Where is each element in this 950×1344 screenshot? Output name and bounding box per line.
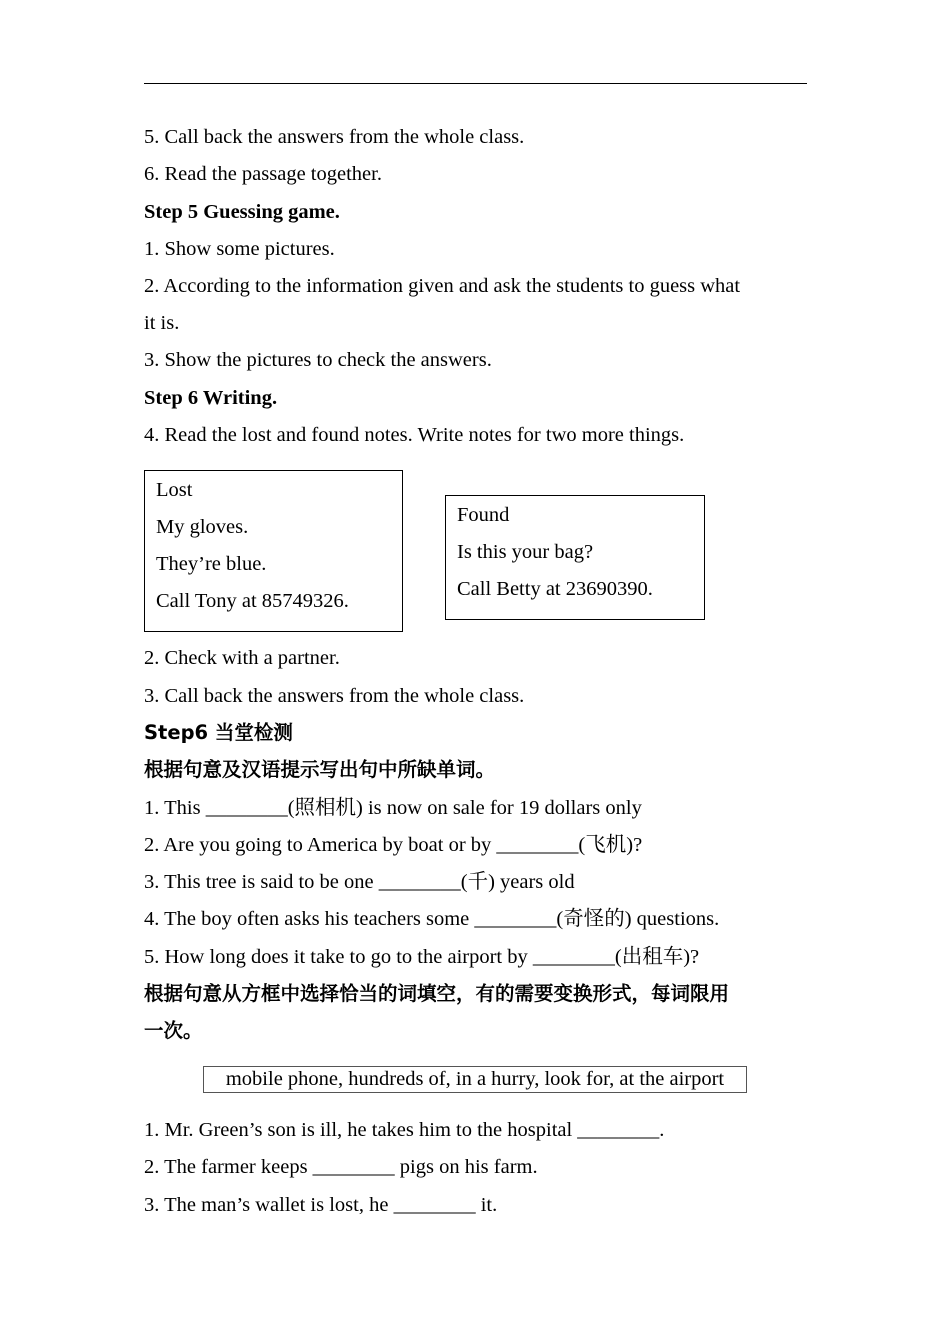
lost-note-line: My gloves. bbox=[156, 516, 249, 538]
list-item: 3. Call back the answers from the whole class. bbox=[144, 685, 525, 707]
step5-heading: Step 5 Guessing game. bbox=[144, 201, 340, 223]
lost-note-line: Call Tony at 85749326. bbox=[156, 590, 349, 612]
exercise-item: 1. This ________(照相机) is now on sale for 19 dollars only bbox=[144, 797, 642, 819]
lost-note-line: Lost bbox=[156, 479, 193, 501]
exercise-item: 3. The man’s wallet is lost, he ________ it. bbox=[144, 1194, 498, 1216]
found-note-line: Found bbox=[457, 504, 510, 526]
quiz-heading: Step6 当堂检测 bbox=[144, 721, 293, 744]
exercise-item: 2. The farmer keeps ________ pigs on his farm. bbox=[144, 1156, 538, 1178]
word-bank-box: mobile phone, hundreds of, in a hurry, look for, at the airport bbox=[203, 1066, 747, 1093]
found-note-line: Is this your bag? bbox=[457, 541, 594, 563]
list-item: 1. Show some pictures. bbox=[144, 238, 335, 260]
lost-note-line: They’re blue. bbox=[156, 553, 267, 575]
list-item: 6. Read the passage together. bbox=[144, 163, 382, 185]
found-note-line: Call Betty at 23690390. bbox=[457, 578, 653, 600]
list-item: 2. Check with a partner. bbox=[144, 647, 340, 669]
list-item: 4. Read the lost and found notes. Write notes for two more things. bbox=[144, 424, 685, 446]
header-rule bbox=[144, 83, 807, 84]
list-item: 5. Call back the answers from the whole class. bbox=[144, 126, 525, 148]
exercise-item: 2. Are you going to America by boat or by ________(飞机)? bbox=[144, 834, 643, 856]
found-note-box bbox=[445, 495, 705, 620]
exercise-item: 3. This tree is said to be one ________(千) years old bbox=[144, 871, 575, 893]
lost-note-box bbox=[144, 470, 403, 632]
exercise-item: 5. How long does it take to go to the airport by ________(出租车)? bbox=[144, 946, 700, 968]
step6-heading: Step 6 Writing. bbox=[144, 387, 278, 409]
exercise-item: 1. Mr. Green’s son is ill, he takes him to the hospital ________. bbox=[144, 1119, 665, 1141]
list-item: it is. bbox=[144, 312, 180, 334]
part2-instruction-cont: 一次。 bbox=[144, 1019, 203, 1042]
list-item: 2. According to the information given and ask the students to guess what bbox=[144, 275, 741, 297]
part1-instruction: 根据句意及汉语提示写出句中所缺单词。 bbox=[144, 758, 496, 781]
list-item: 3. Show the pictures to check the answers. bbox=[144, 349, 492, 371]
part2-instruction: 根据句意从方框中选择恰当的词填空，有的需要变换形式，每词限用 bbox=[144, 982, 730, 1005]
exercise-item: 4. The boy often asks his teachers some ________(奇怪的) questions. bbox=[144, 908, 720, 930]
